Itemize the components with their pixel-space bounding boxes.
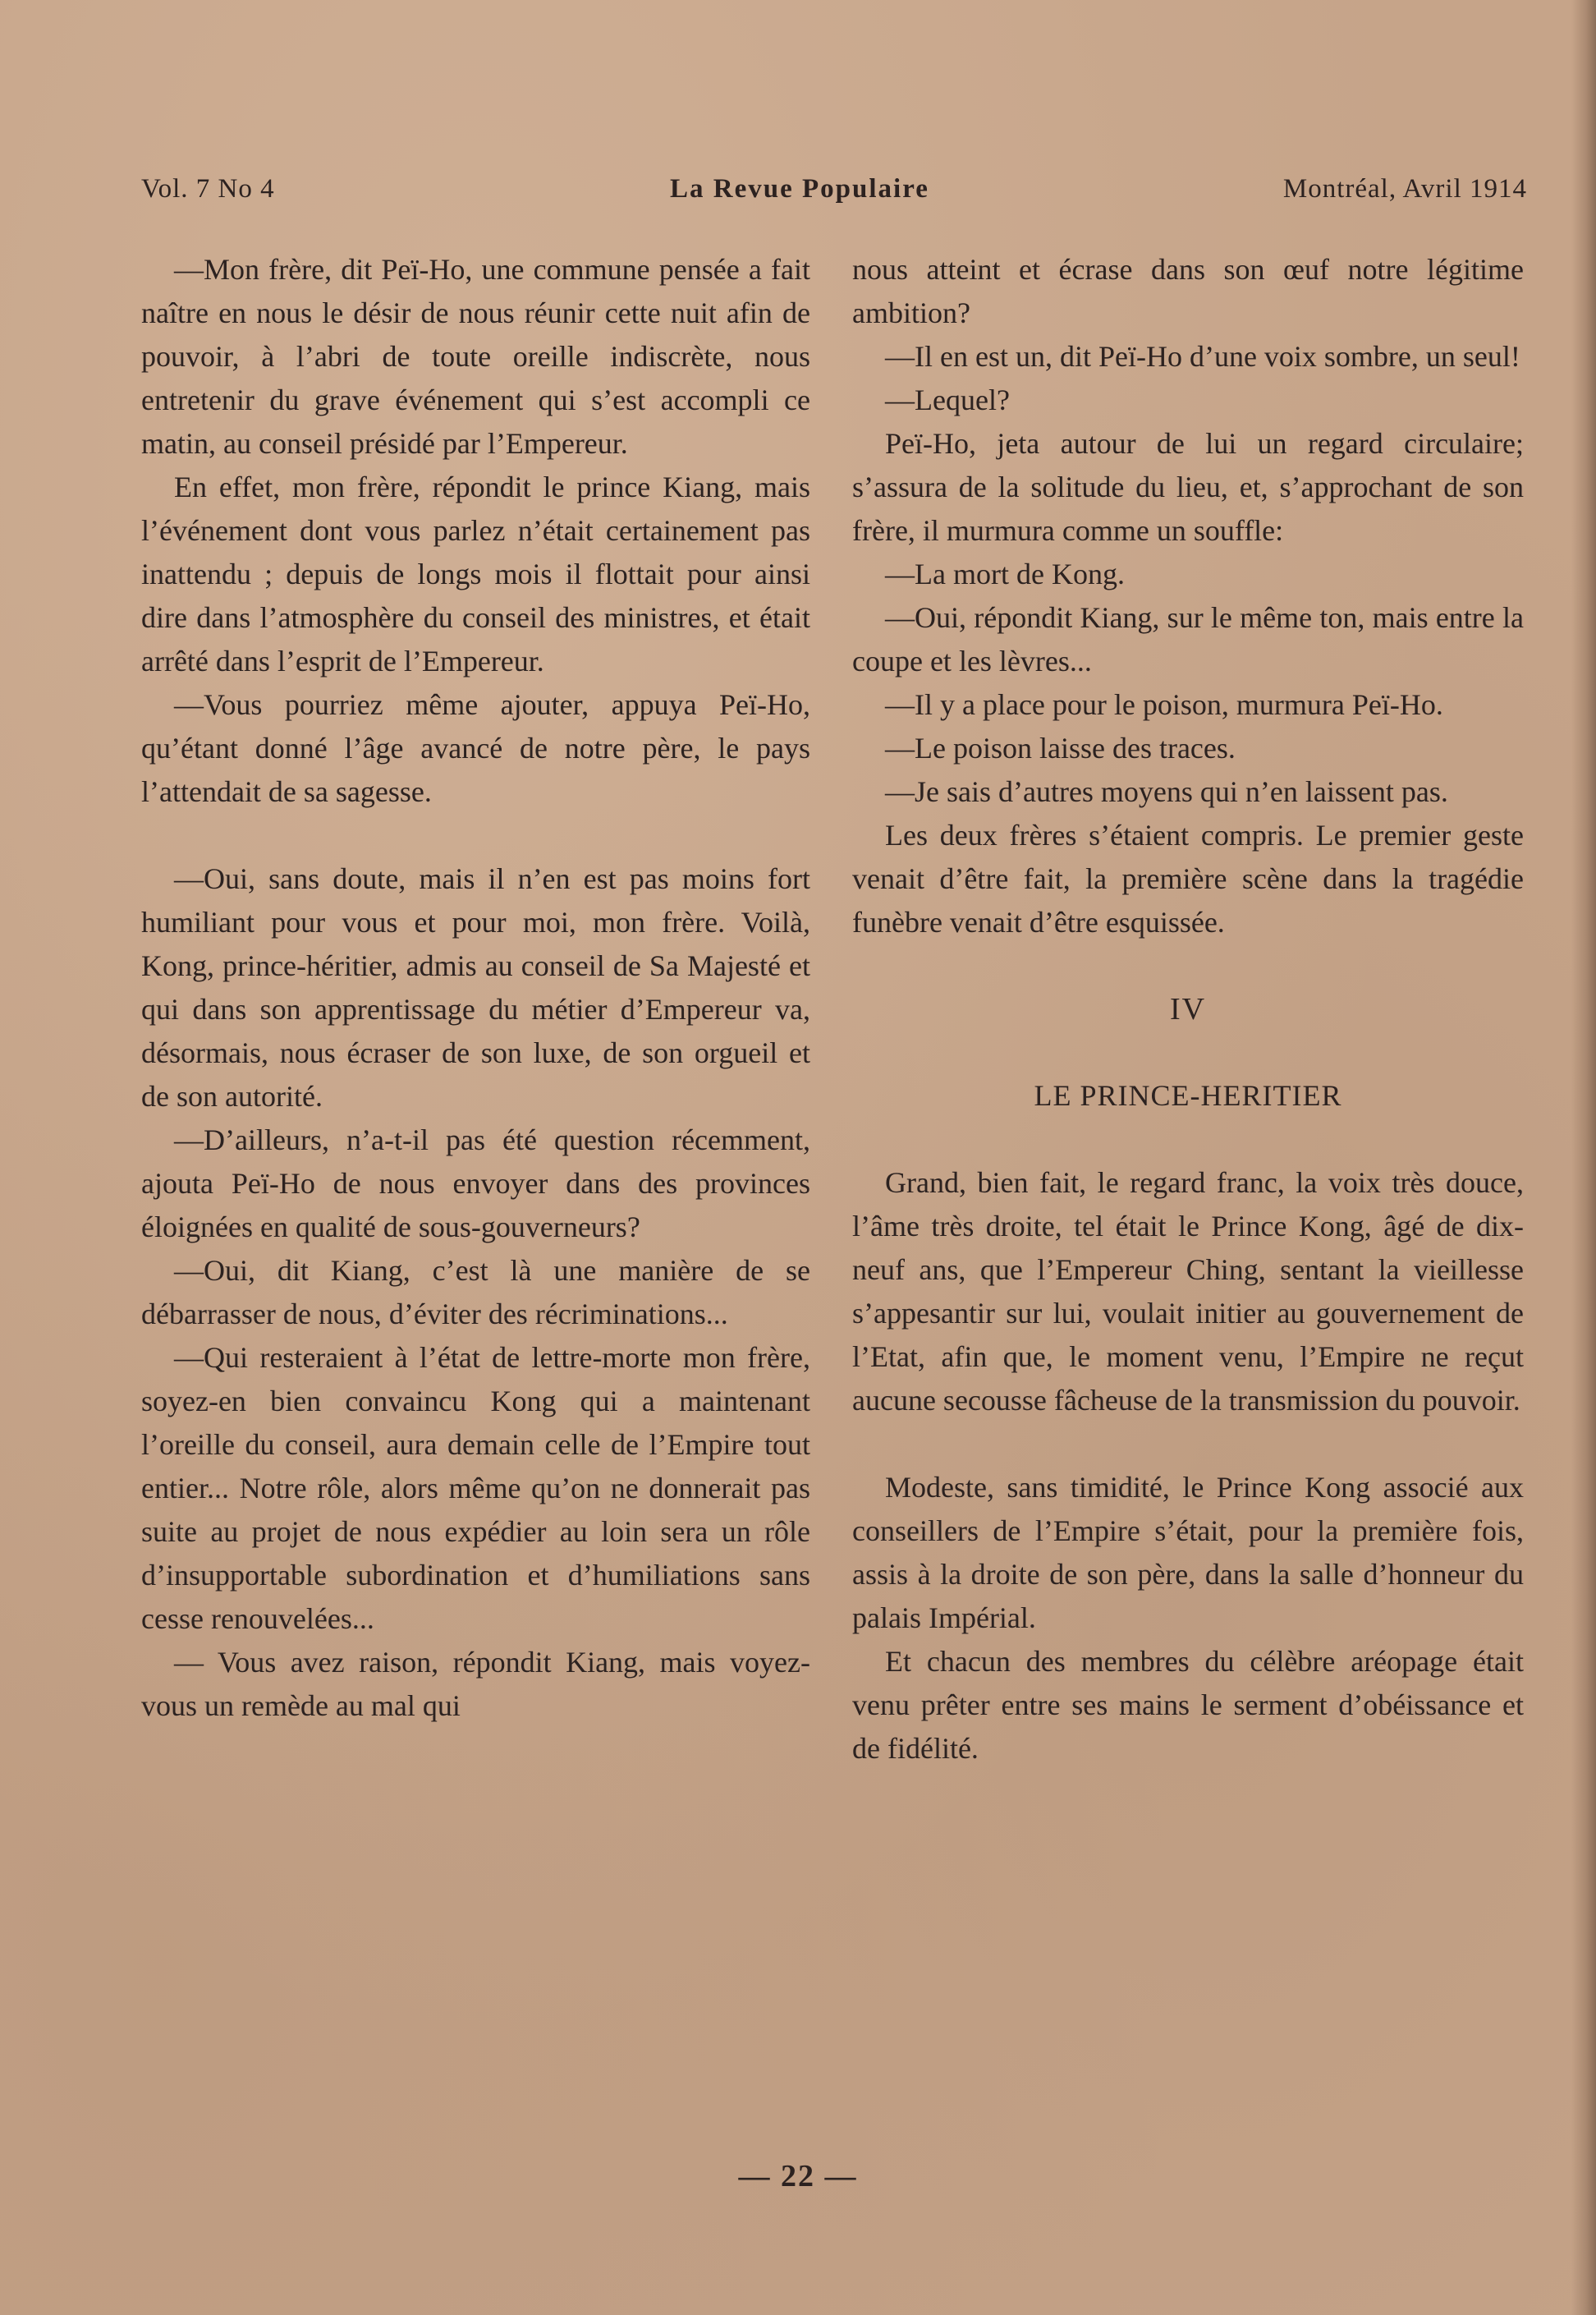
paragraph: Grand, bien fait, le regard franc, la voix très douce, l’âme très droite, tel était le Prince Kong, âgé de dix-neuf ans, que l’Empereur Ching, sentant la vieillesse s’appesantir sur lui, voulait initier au gouvernement de l’Etat, afin que, le moment venu, l’Empire ne reçut aucune secousse fâcheuse de la transmission du pouvoir. xyxy=(852,1166,1524,1417)
paragraph: —Vous pourriez même ajouter, appuya Peï-Ho, qu’étant donné l’âge avancé de notre père, le pays l’attendait de sa sagesse. xyxy=(141,688,810,808)
section-number: IV xyxy=(1169,992,1207,1027)
paragraph: —Oui, dit Kiang, c’est là une manière de se débarrasser de nous, d’éviter des récriminations... xyxy=(141,1254,810,1330)
paragraph: —Je sais d’autres moyens qui n’en laissent pas. xyxy=(885,775,1448,808)
section-title: LE PRINCE-HERITIER xyxy=(1034,1079,1342,1112)
paragraph: —Le poison laisse des traces. xyxy=(885,732,1236,765)
running-head xyxy=(141,174,1527,215)
paragraph: —D’ailleurs, n’a-t-il pas été question récemment, ajouta Peï-Ho de nous envoyer dans des provinces éloignées en qualité de sous-gouverneurs? xyxy=(141,1123,810,1243)
journal-title: La Revue Populaire xyxy=(670,174,929,204)
paragraph: Et chacun des membres du célèbre aréopage était venu prêter entre ses mains le serment d’obéissance et de fidélité. xyxy=(852,1645,1524,1765)
paragraph: —Il y a place pour le poison, murmura Peï-Ho. xyxy=(885,688,1443,721)
paragraph: —Mon frère, dit Peï-Ho, une commune pensée a fait naître en nous le désir de nous réunir cette nuit afin de pouvoir, à l’abri de toute oreille indiscrète, nous entretenir du grave événement qui s’est accompli ce matin, au conseil présidé par l’Empereur. xyxy=(141,253,810,460)
left-column xyxy=(141,248,810,1728)
paragraph: nous atteint et écrase dans son œuf notre légitime ambition? xyxy=(852,253,1524,329)
paragraph: En effet, mon frère, répondit le prince Kiang, mais l’événement dont vous parlez n’était certainement pas inattendu ; depuis de longs mois il flottait pour ainsi dire dans l’atmosphère du conseil des ministres, et était arrêté dans l’esprit de l’Empereur. xyxy=(141,471,810,678)
paragraph: —La mort de Kong. xyxy=(885,558,1125,590)
paragraph: —Oui, répondit Kiang, sur le même ton, mais entre la coupe et les lèvres... xyxy=(852,601,1524,678)
paragraph: —Il en est un, dit Peï-Ho d’une voix sombre, un seul! xyxy=(885,340,1520,373)
paragraph: Peï-Ho, jeta autour de lui un regard circulaire; s’assura de la solitude du lieu, et, s’approchant de son frère, il murmura comme un souffle: xyxy=(852,427,1524,547)
paragraph: —Oui, sans doute, mais il n’en est pas moins fort humiliant pour vous et pour moi, mon frère. Voilà, Kong, prince-héritier, admis au conseil de Sa Majesté et qui dans son apprentissage du métier d’Empereur va, désormais, nous écraser de son luxe, de son orgueil et de son autorité. xyxy=(141,862,810,1113)
volume-number: Vol. 7 No 4 xyxy=(141,174,275,204)
right-column xyxy=(852,248,1524,1771)
paragraph: —Lequel? xyxy=(885,384,1010,416)
page-number: — 22 — xyxy=(738,2159,858,2193)
paragraph: Les deux frères s’étaient compris. Le premier geste venait d’être fait, la première scène dans la tragédie funèbre venait d’être esquissée. xyxy=(852,819,1524,939)
page-edge-shadow xyxy=(1571,0,1596,2315)
paragraph: Modeste, sans timidité, le Prince Kong associé aux conseillers de l’Empire s’était, pour la première fois, assis à la droite de son père, dans la salle d’honneur du palais Impérial. xyxy=(852,1471,1524,1634)
paragraph: —Qui resteraient à l’état de lettre-morte mon frère, soyez-en bien convaincu Kong qui a maintenant l’oreille du conseil, aura demain celle de l’Empire tout entier... Notre rôle, alors même qu’on ne donnerait pas suite au projet de nous expédier au loin sera un rôle d’insupportable subordination et d’humiliations sans cesse renouvelées... xyxy=(141,1341,810,1635)
paragraph: — Vous avez raison, répondit Kiang, mais voyez-vous un remède au mal qui xyxy=(141,1646,810,1722)
place-date: Montréal, Avril 1914 xyxy=(1282,174,1527,204)
